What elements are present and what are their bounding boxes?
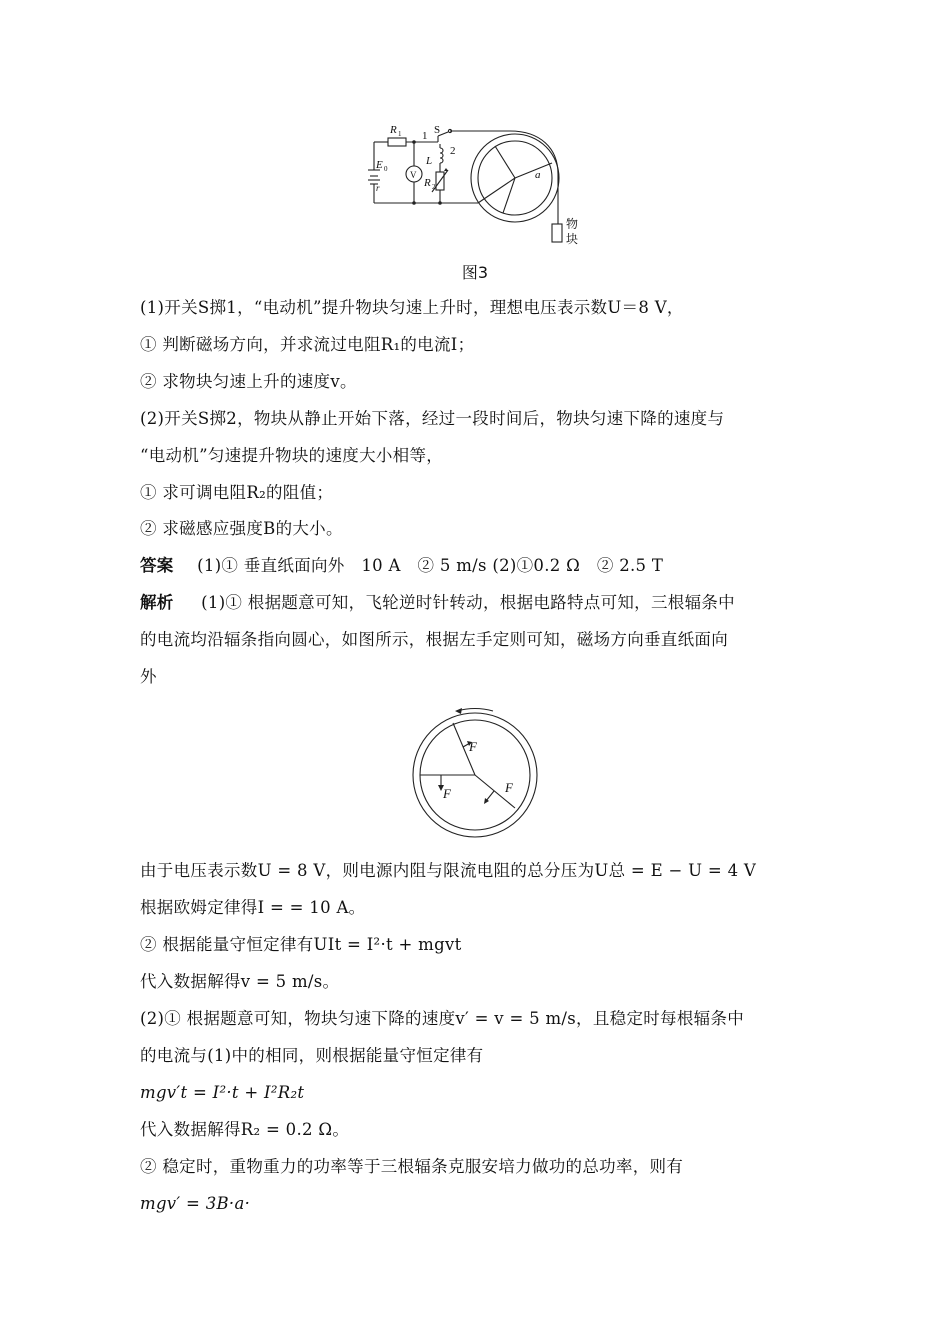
answer-text: (1)① 垂直纸面向外 10 A ② 5 m/s (2)①0.2 Ω ② 2.5 T [197, 556, 664, 575]
block-label-2: 块 [566, 232, 579, 246]
question-line: “电动机”匀速提升物块的速度大小相等， [140, 446, 444, 465]
analysis-line: 外 [140, 667, 157, 686]
solution-line: 根据欧姆定律得I = = 10 A。 [140, 898, 366, 917]
equation-line: mgv′ = 3B·a· [140, 1194, 251, 1213]
node-2-label: 2 [450, 145, 456, 157]
analysis-line: 解析 (1)① 根据题意可知，飞轮逆时针转动，根据电路特点可知，三根辐条中 [140, 593, 735, 612]
question-line: ① 判断磁场方向，并求流过电阻R₁的电流I； [140, 335, 475, 354]
question-line: ② 求物块匀速上升的速度v。 [140, 372, 357, 391]
block [552, 224, 562, 242]
question-line: (2)开关S掷2，物块从静止开始下落，经过一段时间后，物块匀速下降的速度与 [140, 409, 725, 428]
internal-resistance-label: r [376, 183, 380, 193]
emf-label: E [376, 159, 383, 171]
svg-text:1: 1 [398, 130, 402, 138]
question-line: (1)开关S掷1，“电动机”提升物块匀速上升时，理想电压表示数U＝8 V， [140, 298, 684, 317]
answer-label: 答案 [140, 556, 174, 575]
analysis-line: 的电流均沿辐条指向圆心，如图所示，根据左手定则可知，磁场方向垂直纸面向 [140, 630, 728, 649]
svg-text:2: 2 [432, 183, 436, 191]
figure-force-wheel [405, 703, 545, 843]
node-1-label: 1 [422, 130, 428, 142]
question-line: ① 求可调电阻R₂的阻值； [140, 483, 334, 502]
solution-line: ② 稳定时，重物重力的功率等于三根辐条克服安培力做功的总功率，则有 [140, 1157, 684, 1176]
force-label: F [443, 786, 451, 801]
analysis-label: 解析 [140, 593, 174, 612]
figure-3-caption: 图3 [461, 263, 489, 282]
switch-label: S [434, 124, 441, 136]
rotation-arrow [457, 709, 493, 712]
equation-line: mgv′t = I²·t + I²R₂t [140, 1083, 305, 1102]
r2-label: R [424, 177, 431, 189]
figure-3-circuit [360, 118, 590, 253]
svg-text:0: 0 [384, 165, 388, 173]
solution-line: 代入数据解得v = 5 m/s。 [140, 972, 340, 991]
question-line: ② 求磁感应强度B的大小。 [140, 519, 343, 538]
voltmeter-label: V [410, 170, 417, 180]
force-label: F [469, 739, 477, 754]
solution-line: ② 根据能量守恒定律有UIt = I²·t + mgvt [140, 935, 462, 954]
force-label: F [505, 780, 513, 795]
solution-line: 代入数据解得R₂ = 0.2 Ω。 [140, 1120, 350, 1139]
block-label-1: 物 [566, 217, 579, 231]
answer-line [140, 555, 810, 577]
inductor-l [440, 148, 443, 163]
r1-label: R [390, 124, 397, 136]
radius-label: a [535, 169, 541, 181]
solution-line: (2)① 根据题意可知，物块匀速下降的速度v′ = v = 5 m/s，且稳定时每根辐条中 [140, 1009, 745, 1028]
inductor-label: L [426, 155, 433, 167]
resistor-r1 [388, 138, 406, 146]
solution-line: 由于电压表示数U = 8 V，则电源内阻与限流电阻的总分压为U总 = E − U = 4 V [140, 861, 757, 880]
solution-line: 的电流与(1)中的相同，则根据能量守恒定律有 [140, 1046, 484, 1065]
